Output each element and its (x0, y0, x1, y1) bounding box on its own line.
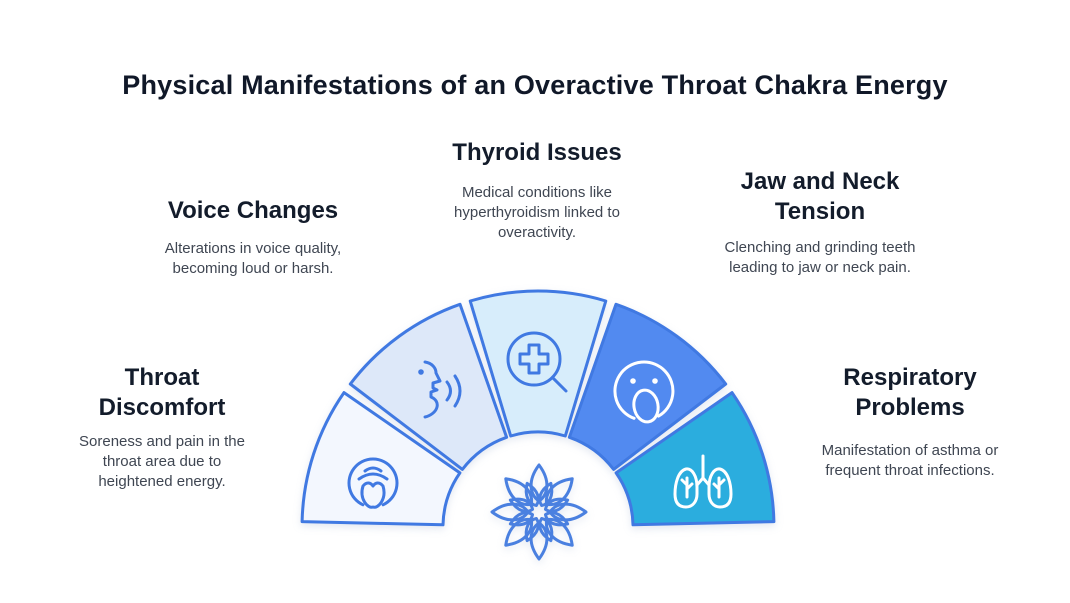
item-heading: Throat Discomfort (98, 364, 226, 421)
lotus-flower-icon (492, 465, 586, 559)
item-description: Manifestation of asthma or frequent throat infections. (821, 442, 999, 479)
fan-segments (302, 291, 774, 525)
item-description: Medical conditions like hyperthyroidism linked to overactivity. (454, 184, 620, 241)
item-heading: Thyroid Issues (452, 139, 622, 166)
page-title: Physical Manifestations of an Overactive Throat Chakra Energy (122, 70, 948, 100)
item-heading: Respiratory Problems (843, 364, 977, 421)
item-description: Clenching and grinding teeth leading to jaw or neck pain. (724, 239, 916, 276)
item-heading: Voice Changes (167, 197, 339, 224)
item-description: Soreness and pain in the throat area due to heightened energy. (79, 433, 245, 490)
item-description: Alterations in voice quality, becoming loud or harsh. (164, 240, 342, 277)
item-heading: Jaw and Neck Tension (740, 168, 900, 225)
